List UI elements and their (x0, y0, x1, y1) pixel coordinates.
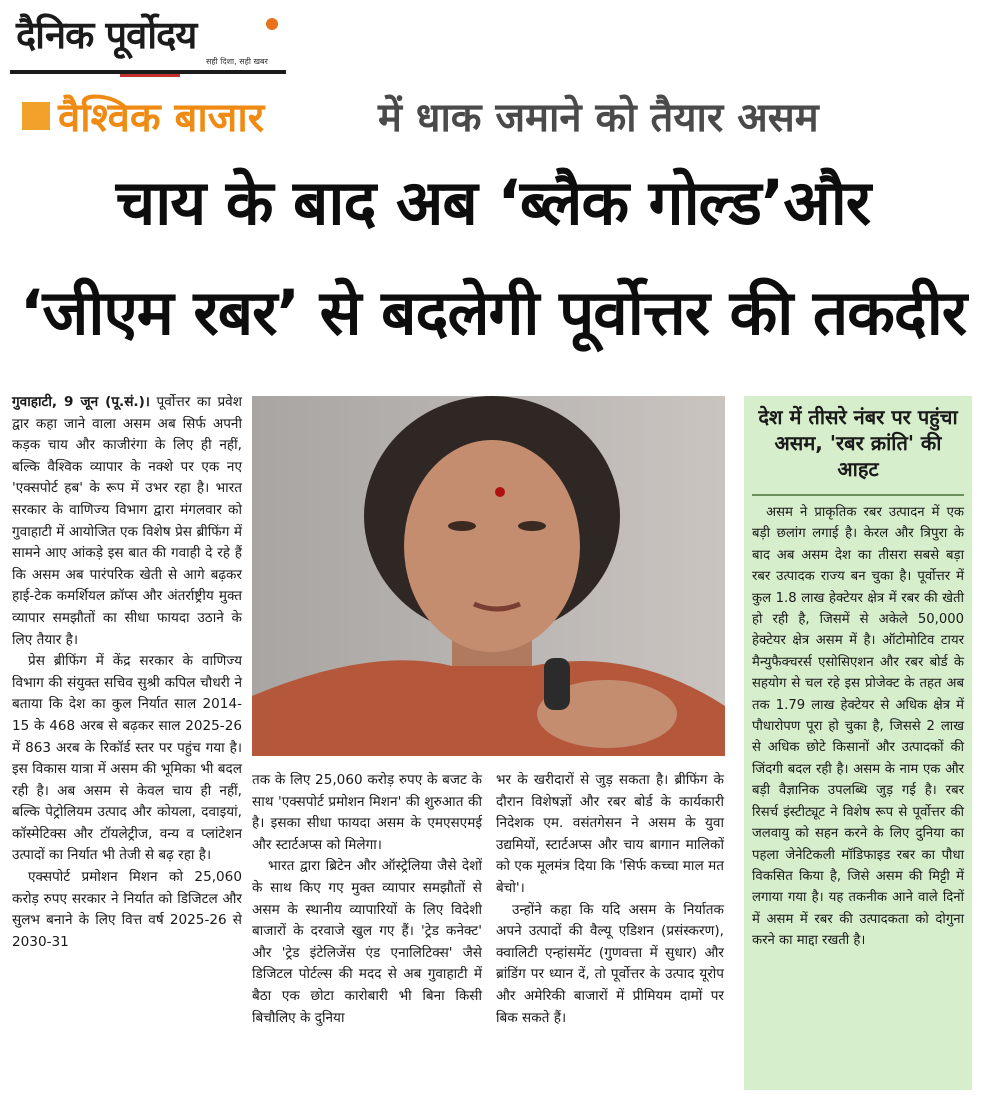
article-column-3 (496, 770, 724, 1029)
kicker-accent-text: वैश्विक बाजार (58, 95, 265, 141)
logo-dot-icon (266, 18, 278, 30)
kicker-square-icon (22, 102, 50, 130)
article-paragraph: एक्सपोर्ट प्रमोशन मिशन को 25,060 करोड़ रुपए सरकार ने निर्यात को डिजिटल और सुलभ बनाने के लिए वित्त वर्ष 2025-26 से 2030-31 (12, 869, 242, 950)
headline-line-1: चाय के बाद अब ‘ब्लैक गोल्ड’और (115, 166, 871, 239)
article-paragraph: भर के खरीदारों से जुड़ सकता है। ब्रीफिंग के दौरान विशेषज्ञों और रबर बोर्ड के कार्यकारी निदेशक एम. वसंतगेसन ने असम के युवा उद्यमियों, स्टार्टअप्स और चाय बागान मालिकों को एक मूलमंत्र दिया कि 'सिर्फ कच्चा माल मत बेचो'। (496, 772, 724, 896)
article-column-1 (12, 392, 242, 953)
article-paragraph: उन्होंने कहा कि यदि असम के निर्यातक अपने उत्पादों की वैल्यू एडिशन (प्रसंस्करण), क्वालिटी एन्हांसमेंट (गुणवत्ता में सुधार) और ब्रांडिंग पर ध्यान दें, तो पूर्वोत्तर के उत्पाद यूरोप और अमेरिकी बाजारों में प्रीमियम दामों पर बिक सकते हैं। (496, 901, 724, 1026)
article-column-2 (252, 770, 482, 1029)
paragraph-text: पूर्वोत्तर का प्रवेश द्वार कहा जाने वाला असम अब सिर्फ अपनी कड़क चाय और काजीरंगा के लिए ही नहीं, बल्कि वैश्विक व्यापार के नक्शे पर एक नए 'एक्सपोर्ट हब' के रूप में उभर रहा है। भारत सरकार के वाणिज्य विभाग द्वारा मंगलवार को गुवाहाटी में आयोजित एक विशेष प्रेस ब्रीफिंग में सामने आए आंकड़े इस बात की गवाही दे रहे हैं कि असम अब पारंपरिक खेती से आगे बढ़कर हाई-टेक कमर्शियल क्रॉप्स और अंतर्राष्ट्रीय मुक्त व्यापार समझौतों का सीधा फायदा उठाने के लिए तैयार है। (12, 394, 242, 648)
sidebar-paragraph: असम ने प्राकृतिक रबर उत्पादन में एक बड़ी छलांग लगाई है। केरल और त्रिपुरा के बाद अब असम देश का तीसरा सबसे बड़ा रबर उत्पादक राज्य बन चुका है। पूर्वोत्तर में कुल 1.8 लाख हेक्टेयर क्षेत्र में रबर की खेती हो रही है, जिसमें से अकेले 50,000 हेक्टेयर क्षेत्र असम में है। ऑटोमोटिव टायर मैन्युफैक्चरर्स एसोसिएशन और रबर बोर्ड के सहयोग से चल रहे इस प्रोजेक्ट के तहत अब तक 1.79 लाख हेक्टेयर से अधिक क्षेत्र में पौधारोपण पूरा हो चुका है, जिससे 2 लाख से अधिक छोटे किसानों और उत्पादकों की जिंदगी बदल रही है। असम के नाम एक और बड़ी वैज्ञानिक उपलब्धि जुड़ गई है। रबर रिसर्च इंस्टीट्यूट ने विशेष रूप से पूर्वोत्तर की जलवायु को सहन करने के लिए दुनिया का पहला जेनेटिकली मॉडिफाइड रबर का पौधा विकसित किया है, जिसे असम की मिट्टी में लगाया गया है। यह तकनीक आने वाले दिनों में असम में रबर की उत्पादकता को दोगुना करने का माद्दा रखती है। (752, 505, 964, 949)
kicker-rest-text: में धाक जमाने को तैयार असम (378, 95, 819, 141)
article-paragraph (12, 392, 242, 651)
article-paragraph: भारत द्वारा ब्रिटेन और ऑस्ट्रेलिया जैसे देशों के साथ किए गए मुक्त व्यापार समझौतों से असम के स्थानीय व्यापारियों के लिए विदेशी बाजारों के दरवाजे खुल गए हैं। 'ट्रेड कनेक्ट' और 'ट्रेड इंटेलिजेंस एंड एनालिटिक्स' जैसे डिजिटल पोर्टल्स की मदद से अब गुवाहाटी में बैठा एक छोटा कारोबारी भी बिना किसी बिचौलिए के दुनिया (252, 858, 482, 1026)
sidebar-box (744, 396, 972, 1090)
sidebar-body (752, 502, 964, 952)
kicker-line (18, 88, 968, 146)
sidebar-title: देश में तीसरे नंबर पर पहुंचा असम, 'रबर क्रांति' की आहट (758, 405, 958, 481)
headline-line-2: ‘जीएम रबर’ से बदलेगी पूर्वोत्तर की तकदीर (19, 276, 967, 349)
newspaper-logo-name: दैनिक पूर्वोदय (16, 13, 197, 57)
sidebar-divider (752, 494, 964, 496)
portrait-photo (252, 396, 725, 756)
masthead (10, 8, 286, 74)
portrait-photo-icon (252, 396, 725, 756)
article-paragraph: प्रेस ब्रीफिंग में केंद्र सरकार के वाणिज्य विभाग की संयुक्त सचिव सुश्री कपिल चौधरी ने बताया कि देश का कुल निर्यात साल 2014-15 के 468 अरब से बढ़कर साल 2025-26 में 863 अरब के रिकॉर्ड स्तर पर पहुंच गया है। इस विकास यात्रा में असम की भूमिका भी बदल रही है। अब असम से केवल चाय ही नहीं, बल्कि पेट्रोलियम उत्पाद और कोयला, दवाइयां, कॉस्मेटिक्स और टॉयलेट्रीज, वन्य व प्लांटेशन उत्पादों का निर्यात भी तेजी से बढ़ रहा है। (12, 653, 242, 864)
dateline: गुवाहाटी, 9 जून (पू.सं.)। (12, 394, 150, 410)
article-paragraph: तक के लिए 25,060 करोड़ रुपए के बजट के साथ 'एक्सपोर्ट प्रमोशन मिशन' की शुरुआत की है। इसका सीधा फायदा असम के एमएसएमई और स्टार्टअप्स को मिलेगा। (252, 772, 482, 853)
newspaper-tagline: सही दिशा, सही खबर (206, 57, 268, 66)
masthead-accent-rule (120, 74, 180, 77)
